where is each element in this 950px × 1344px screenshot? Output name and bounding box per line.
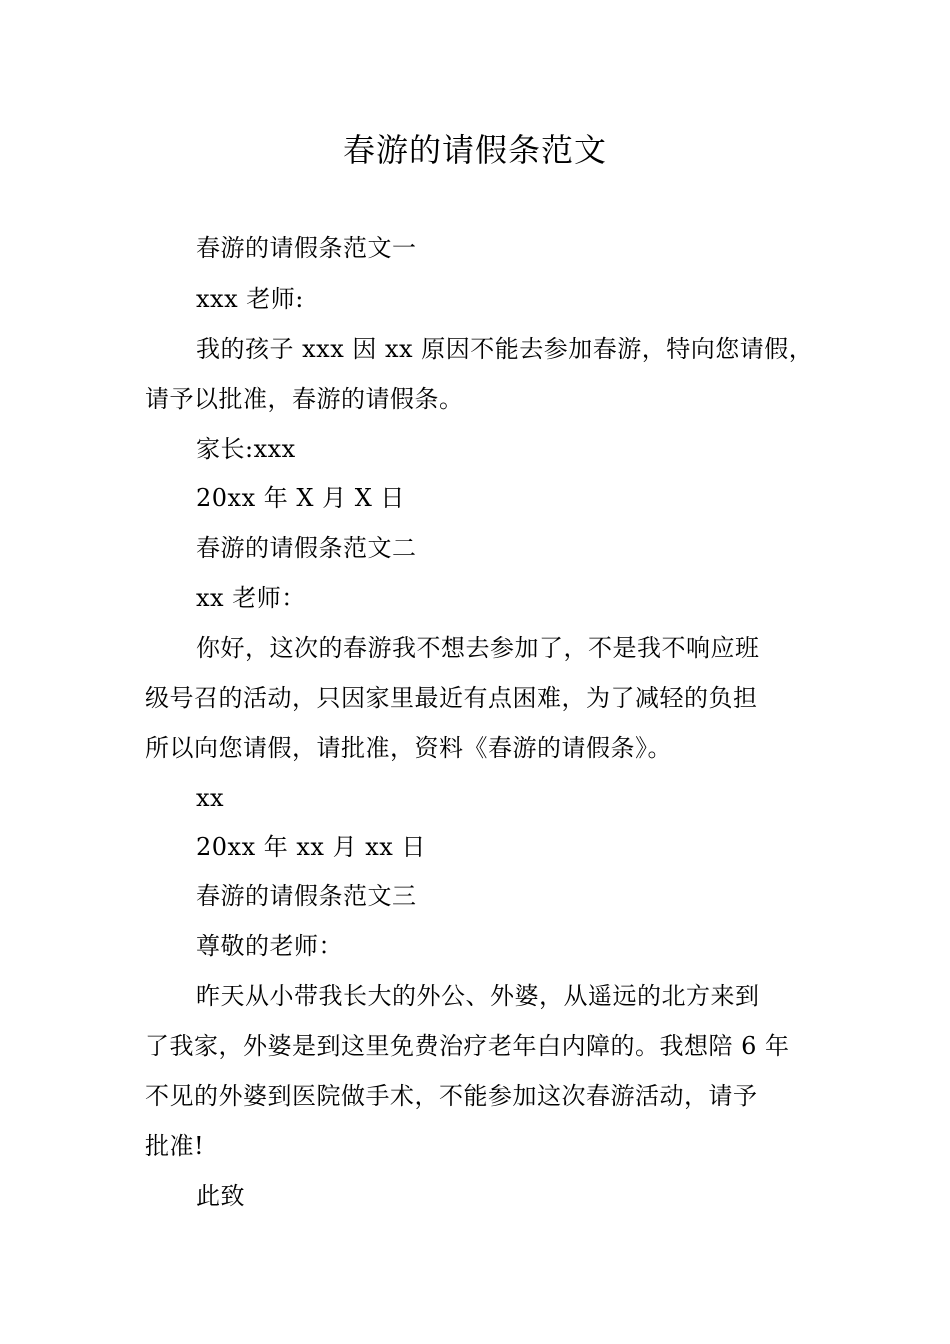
body-line: 请予以批准，春游的请假条。: [145, 385, 464, 413]
salutation-2: xx 老师：: [196, 584, 306, 612]
body-line: 所以向您请假，请批准，资料《春游的请假条》。: [145, 734, 672, 762]
body-line: 昨天从小带我长大的外公、外婆，从遥远的北方来到: [196, 982, 760, 1010]
body-line: 我的孩子 xxx 因 xx 原因不能去参加春游，特向您请假，: [196, 335, 814, 363]
signature-1: 家长:xxx: [196, 435, 296, 463]
body-line: 你好，这次的春游我不想去参加了，不是我不响应班: [196, 634, 760, 662]
salutation-1: xxx 老师:: [196, 285, 304, 313]
salutation-3: 尊敬的老师：: [196, 932, 343, 960]
body-line: 批准!: [145, 1132, 205, 1160]
date-2: 20xx 年 xx 月 xx 日: [196, 833, 426, 861]
closing-line: 此致: [196, 1182, 245, 1210]
section-heading-1: 春游的请假条范文一: [196, 234, 417, 262]
section-heading-2: 春游的请假条范文二: [196, 534, 417, 562]
body-line: 级号召的活动，只因家里最近有点困难，为了减轻的负担: [145, 684, 758, 712]
section-heading-3: 春游的请假条范文三: [196, 882, 417, 910]
signature-2: xx: [196, 784, 225, 812]
document-title: 春游的请假条范文: [342, 131, 607, 169]
body-line: 了我家，外婆是到这里免费治疗老年白内障的。我想陪 6 年: [145, 1032, 790, 1060]
date-1: 20xx 年 X 月 X 日: [196, 484, 405, 512]
body-line: 不见的外婆到医院做手术，不能参加这次春游活动，请予: [145, 1082, 758, 1110]
